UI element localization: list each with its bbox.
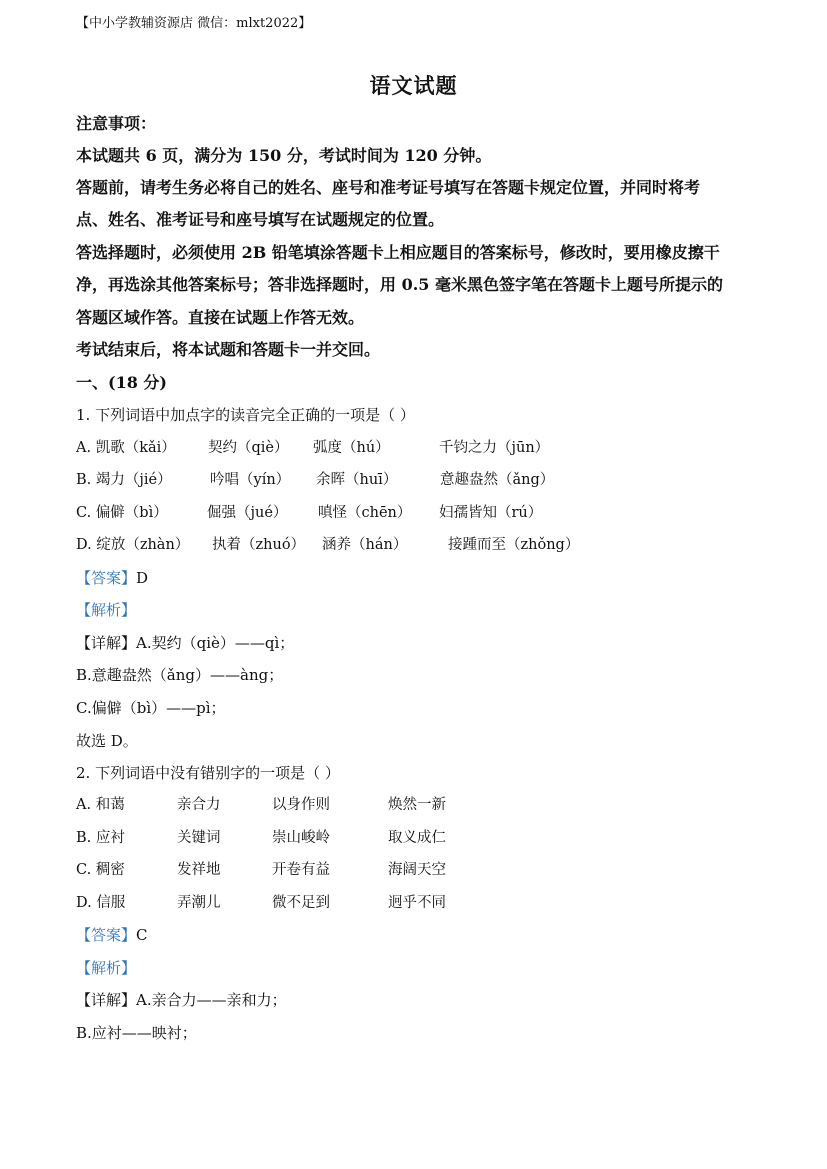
option-cell: 弄潮儿	[177, 895, 221, 911]
option-cell: 涵养（hán）	[322, 537, 408, 553]
page-title: 语文试题	[369, 73, 458, 98]
option-cell: 执着（zhuó）	[212, 537, 306, 553]
question-1-detail-line: 故选 D。	[76, 732, 138, 750]
option-cell: 海阔天空	[388, 862, 446, 878]
notice-line: 答题区域作答。直接在试题上作答无效。	[76, 308, 365, 327]
option-cell: 迥乎不同	[388, 895, 446, 911]
option-cell: 取义成仁	[388, 830, 446, 846]
question-2-detail	[76, 990, 287, 1010]
option-cell: 嗔怪（chēn）	[318, 505, 412, 521]
option-cell: 千钧之力（jūn）	[439, 440, 550, 456]
option-cell: 契约（qiè）	[208, 440, 289, 456]
option-cell: 意趣盎然（ǎng）	[440, 472, 555, 488]
detail-line: A.契约（qiè）——qì；	[136, 634, 295, 652]
page-header: 【中小学教辅资源店 微信：mlxt2022】	[76, 16, 312, 31]
option-cell: 倔强（jué）	[207, 505, 288, 521]
option-cell: 开卷有益	[272, 862, 330, 878]
option-cell: 关键词	[177, 830, 221, 846]
notice-line: 答选择题时，必须使用 2B 铅笔填涂答题卡上相应题目的答案标号，修改时，要用橡皮擦干	[76, 243, 720, 262]
answer-label: 【答案】	[76, 569, 137, 587]
notice-line: 点、姓名、准考证号和座号填写在试题规定的位置。	[76, 210, 445, 229]
option-cell: 余晖（huī）	[316, 472, 398, 488]
answer-value: D	[136, 569, 149, 587]
option-cell: 微不足到	[272, 895, 330, 911]
option-cell: 弧度（hú）	[313, 440, 390, 456]
question-1-detail-line: B.意趣盎然（ǎng）——àng；	[76, 666, 284, 684]
option-cell: 妇孺皆知（rú）	[439, 505, 543, 521]
notice-line: 净，再选涂其他答案标号；答非选择题时，用 0.5 毫米黑色签字笔在答题卡上题号所提示的	[76, 275, 723, 294]
question-1-answer	[76, 568, 148, 588]
option-cell: D. 信服	[76, 895, 126, 911]
question-1-analysis-label: 【解析】	[76, 601, 137, 619]
detail-line: A.亲合力——亲和力；	[136, 991, 287, 1009]
notice-line: 考试结束后，将本试题和答题卡一并交回。	[76, 340, 381, 359]
notice-heading: 注意事项：	[76, 114, 157, 133]
option-cell: 崇山峻岭	[272, 830, 330, 846]
option-cell: B. 应衬	[76, 830, 125, 846]
question-1-detail-line: C.偏僻（bì）——pì；	[76, 699, 226, 717]
option-cell: D. 绽放（zhàn）	[76, 537, 190, 553]
answer-label: 【答案】	[76, 926, 137, 944]
question-2-answer	[76, 925, 148, 945]
option-cell: A. 和蔼	[76, 797, 125, 813]
option-cell: 吟唱（yín）	[210, 472, 291, 488]
notice-line: 本试题共 6 页，满分为 150 分，考试时间为 120 分钟。	[76, 146, 492, 165]
option-cell: 以身作则	[272, 797, 330, 813]
detail-label: 【详解】	[76, 634, 137, 652]
option-cell: C. 偏僻（bì）	[76, 505, 168, 521]
question-1-detail	[76, 633, 294, 653]
option-cell: 发祥地	[177, 862, 221, 878]
section-heading: 一、(18 分)	[76, 373, 167, 392]
question-2-stem: 2. 下列词语中没有错别字的一项是（ ）	[76, 764, 340, 782]
option-cell: 亲合力	[177, 797, 221, 813]
option-cell: 接踵而至（zhǒng）	[448, 537, 580, 553]
notice-line: 答题前，请考生务必将自己的姓名、座号和准考证号填写在答题卡规定位置，并同时将考	[76, 178, 701, 197]
question-1-stem: 1. 下列词语中加点字的读音完全正确的一项是（ ）	[76, 406, 415, 424]
answer-value: C	[136, 926, 148, 944]
question-2-analysis-label: 【解析】	[76, 959, 137, 977]
option-cell: C. 稠密	[76, 862, 125, 878]
detail-label: 【详解】	[76, 991, 137, 1009]
question-2-detail-line: B.应衬——映衬；	[76, 1024, 197, 1042]
option-cell: 焕然一新	[388, 797, 446, 813]
option-cell: B. 竭力（jié）	[76, 472, 172, 488]
option-cell: A. 凯歌（kǎi）	[76, 440, 176, 456]
